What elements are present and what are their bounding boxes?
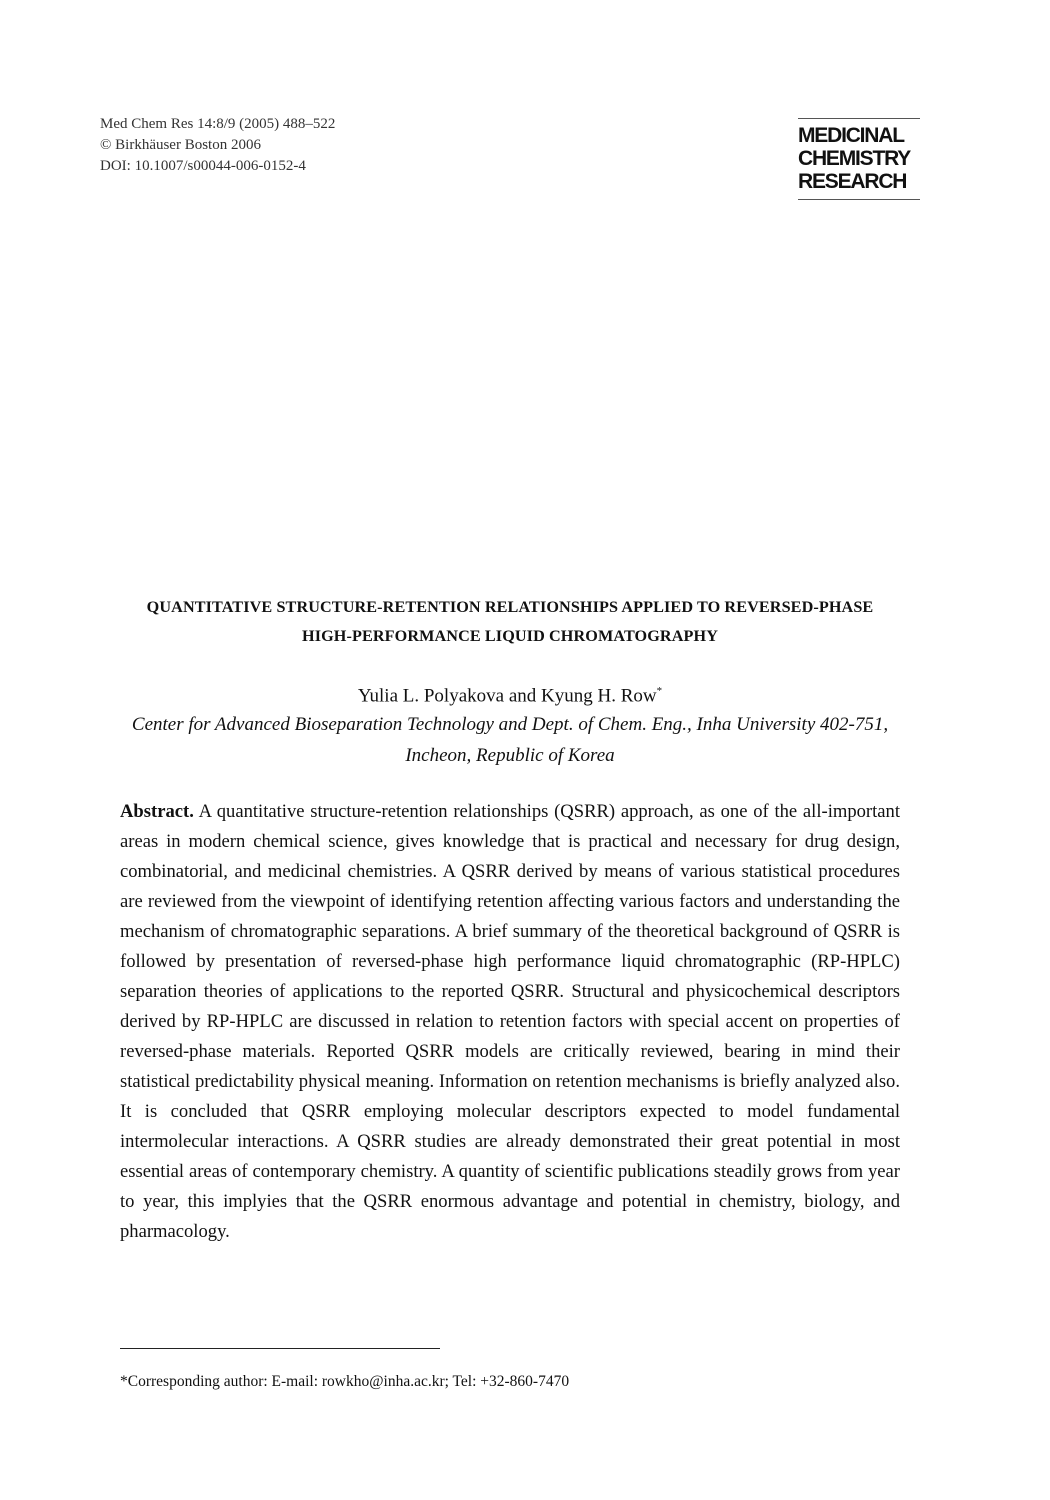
- abstract-paragraph: [120, 797, 900, 1247]
- citation-block: [100, 114, 335, 177]
- journal-logo-line-1: MEDICINAL: [798, 124, 904, 147]
- corresponding-author-footnote: *Corresponding author: E-mail: rowkho@inha.ac.kr; Tel: +32-860-7470: [120, 1373, 570, 1390]
- corresponding-author-marker: *: [656, 685, 663, 697]
- author-affiliation: Center for Advanced Bioseparation Technology and Dept. of Chem. Eng., Inha University 402-751, Incheon, Republic of Korea: [131, 714, 889, 766]
- citation-journal-volume: Med Chem Res 14:8/9 (2005) 488–522: [100, 116, 336, 132]
- footnote-separator: [120, 1348, 440, 1349]
- journal-logo-line-2: CHEMISTRY: [798, 147, 911, 170]
- citation-copyright: © Birkhäuser Boston 2006: [100, 137, 261, 153]
- citation-doi: DOI: 10.1007/s00044-006-0152-4: [100, 158, 306, 174]
- abstract-label: Abstract.: [120, 801, 194, 822]
- author-names: Yulia L. Polyakova and Kyung H. Row: [357, 685, 657, 707]
- journal-logo: [798, 118, 920, 200]
- author-list: [120, 678, 900, 709]
- journal-logo-line-3: RESEARCH: [798, 170, 907, 193]
- abstract-text: A quantitative structure-retention relationships (QSRR) approach, as one of the all-important areas in modern chemical science, gives knowledge that is practical and necessary for drug design, combinatorial, and medicinal chemistries. A QSRR derived by means of various statistical procedures are reviewed from the viewpoint of identifying retention affecting various factors and understanding the mechanism of chromatographic separations. A brief summary of the theoretical background of QSRR is followed by presentation of reversed-phase high performance liquid chromatographic (RP-HPLC) separation theories of applications to the reported QSRR. Structural and physicochemical descriptors derived by RP-HPLC are discussed in relation to retention factors with special accent on properties of reversed-phase materials. Reported QSRR models are critically reviewed, bearing in mind their statistical predictability physical meaning. Information on retention mechanisms is briefly analyzed also. It is concluded that QSRR employing molecular descriptors expected to model fundamental intermolecular interactions. A QSRR studies are already demonstrated their great potential in most essential areas of contemporary chemistry. A quantity of scientific publications steadily grows from year to year, this implyies that the QSRR enormous advantage and potential in chemistry, biology, and pharmacology.: [120, 801, 900, 1242]
- paper-title: QUANTITATIVE STRUCTURE-RETENTION RELATIONSHIPS APPLIED TO REVERSED-PHASE HIGH-PERFORMANCE LIQUID CHROMATOGRAPHY: [146, 598, 874, 645]
